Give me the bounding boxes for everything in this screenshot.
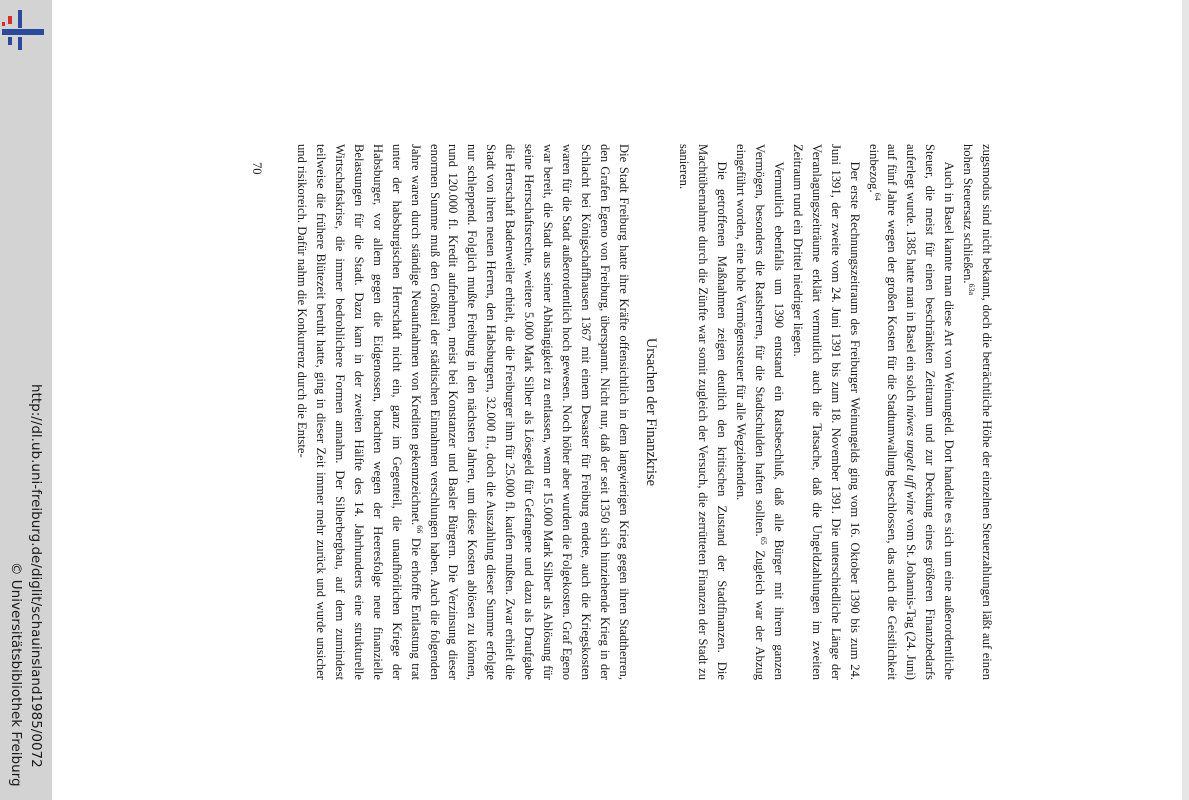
viewer-sidebar	[0, 0, 52, 800]
footnote-ref: 63a	[967, 283, 977, 296]
page-number: 70	[250, 162, 264, 175]
footnote-ref: 65	[759, 536, 769, 545]
paragraph-3: Der erste Rechnungszeitraum des Freiburger Weinungelds ging vom 16. Oktober 1390 bis zum 24. Juni 1391, der zweite vom 24. Juni 1391 bis zum 18. November 1391. Die unterschiedliche Länge der Veranlagungszeiträume erklärt vermutlich auch die Tatsache, daß die Ungeldzahlungen im zweiten Zeitraum rund ein Drittel niedriger liegen.	[790, 144, 862, 680]
paragraph-4: Vermutlich ebenfalls um 1390 entstand ein Ratsbeschluß, daß alle Bürger mit ihrem ganzen Vermögen, besonders die Ratsherren, für die Stadtschulden haften sollten.$^{65}$ Zugleich war der Abzug eingeführt worden, eine hohe Vermögenssteuer für alle Wegziehenden.	[734, 144, 787, 681]
footnote-ref: 66	[414, 525, 424, 534]
paragraph-1: zugsmodus sind nicht bekannt, doch die beträchtliche Höhe der einzelnen Steuerzahlungen läßt auf einen hohen Steuersatz schließen.$^{63a}$	[961, 144, 994, 680]
page-right-edge	[1182, 0, 1189, 800]
section-heading: Ursachen der Finanzkrise	[642, 337, 659, 487]
document-url[interactable]: http://dl.ub.uni-freiburg.de/diglit/schauinsland1985/0072	[28, 384, 44, 768]
scanned-page-text	[236, 144, 996, 680]
paragraph-2: Auch in Basel kannte man diese Art von Weinungeld. Dort handelte es sich um eine außerordentliche Steuer, die meist für einen beschränkten Zeitraum und zur Deckung eines größeren Finanzbedarfs auferlegt wurde. 1385 hatte man in Basel ein solch núwes ungelt uff wine vom St. Johannis-Tag (24. Juni) auf fünf Jahre wegen der großen Kosten für die Stadtumwallung beschlossen, das auch die Geistlichkeit einbezog.$^{64}$	[866, 144, 957, 680]
ub-freiburg-logo-icon[interactable]	[2, 10, 44, 50]
paragraph-5: Die getroffenen Maßnahmen zeigen deutlich den kritischen Zustand der Stadtfinanzen. Die Machtübernahme durch die Zünfte war somit zugleich der Versuch, die zerrütteten Finanzen der Stadt zu sanieren.	[677, 144, 730, 680]
footnote-ref: 64	[872, 192, 882, 201]
copyright-notice: © Universitätsbibliothek Freiburg	[8, 562, 24, 787]
paragraph-6: Die Stadt Freiburg hatte ihre Kräfte offensichtlich in dem langwierigen Krieg gegen ihren Stadtherren, den Grafen Egeno von Freiburg, überspannt. Nicht nur, daß der seit 1350 sich hinziehende Krieg in der Schlacht bei Königschaffhausen 1367 mit einem Desaster für Freiburg endete, auch die Kriegskosten waren für die Stadt außerordentlich hoch gewesen. Noch höher aber wurden die Folgekosten. Graf Egeno war bereit, die Stadt aus seiner Abhängigkeit zu entlassen, wenn er 15.000 Mark Silber als Ablösung für seine Herrschaftsrechte, weitere 5.000 Mark Silber als Lösegeld für Gefangene und dazu als Draufgabe die Herrschaft Badenweiler erhielt, die die Freiburger ihm für 25.000 fl. kaufen mußten. Zwar erhielt die Stadt von ihren neuen Herren, den Habsburgern, 32.000 fl., doch die Auszahlung dieser Summe erfolgte nur schleppend. Folglich mußte Freiburg in den nächsten Jahren, um diese Kosten ablösen zu können, rund 120.000 fl. Kredit aufnehmen, meist bei Konstanzer und Basler Bürgern. Die Verzinsung dieser enormen Summe muß den Großteil der städtischen Einnahmen verschlungen haben. Auch die folgenden Jahre waren durch ständige Neuaufnahmen von Krediten gekennzeichnet.$^{66}$ Die erhoffte Entlastung trat unter der habsburgischen Herrschaft nicht ein, ganz im Gegenteil, die unaufhörlichen Kriege der Habsburger, vor allem gegen die Eidgenossen, brachten wegen der Heeresfolge neue finanzielle Belastungen für die Stadt. Dazu kam in der zweiten Hälfte des 14. Jahrhunderts eine strukturelle Wirtschaftskrise, die immer bedrohlichere Formen annahm. Der Silberbergbau, auf dem zumindest teilweise die frühere Blütezeit beruht hatte, ging in dieser Zeit immer mehr zurück und wurde unsicher und risikoreich. Dafür nahm die Konkurrenz durch die Entste-	[295, 144, 631, 680]
